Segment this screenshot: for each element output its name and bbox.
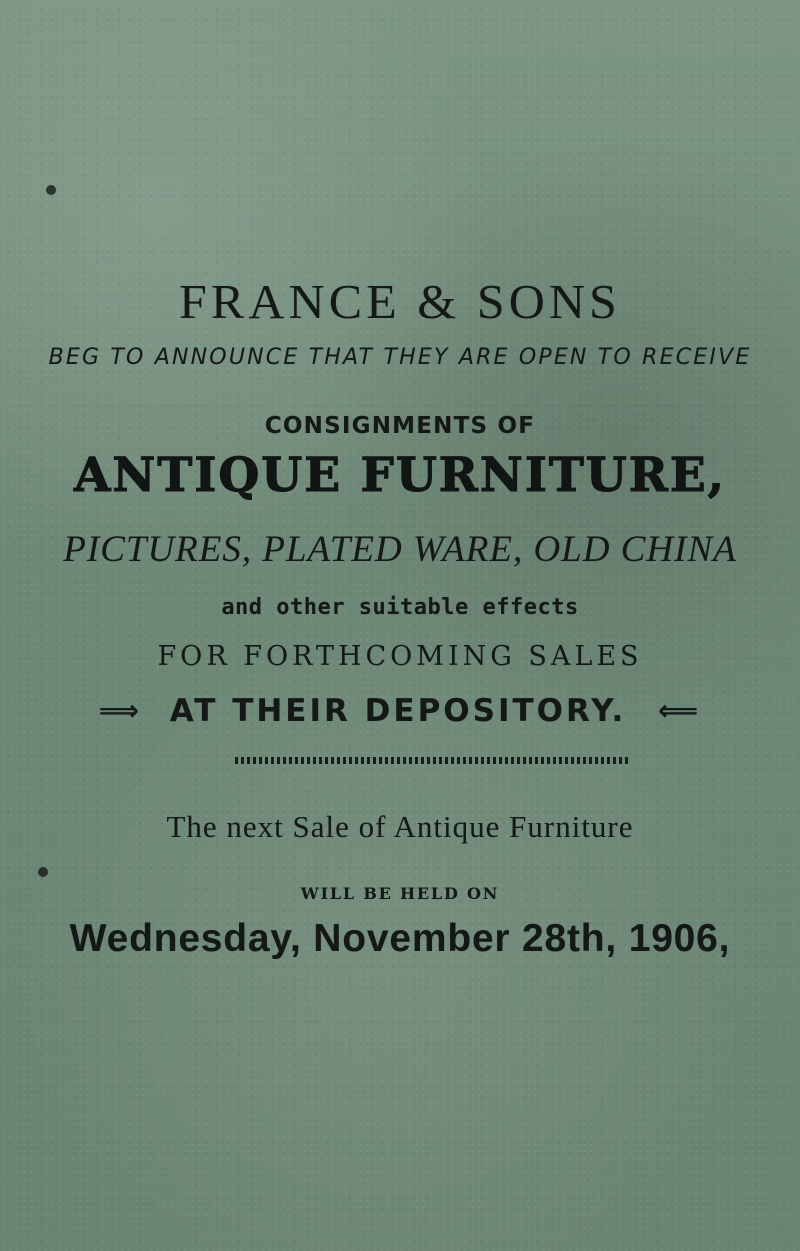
sale-date-line: Wednesday, November 28th, 1906,: [69, 917, 731, 960]
antique-furniture-heading: ANTIQUE FURNITURE,: [73, 448, 727, 503]
effects-line: and other suitable effects: [221, 595, 579, 620]
left-arrow-icon: ⟹: [98, 694, 142, 727]
company-name: FRANCE & SONS: [179, 274, 621, 329]
pictures-line: PICTURES, PLATED WARE, OLD CHINA: [63, 529, 737, 570]
next-sale-line: The next Sale of Antique Furniture: [166, 809, 634, 844]
depository-row: [0, 693, 800, 729]
forthcoming-sales-line: FOR FORTHCOMING SALES: [157, 641, 643, 672]
consignments-line: CONSIGNMENTS OF: [264, 413, 536, 439]
held-on-line: WILL BE HELD ON: [300, 884, 500, 903]
depository-text: AT THEIR DEPOSITORY.: [169, 693, 627, 729]
announcement-line: BEG TO ANNOUNCE THAT THEY ARE OPEN TO RECEIVE: [48, 345, 752, 370]
right-arrow-icon: ⟸: [658, 694, 702, 727]
decorative-rule: [235, 757, 630, 764]
